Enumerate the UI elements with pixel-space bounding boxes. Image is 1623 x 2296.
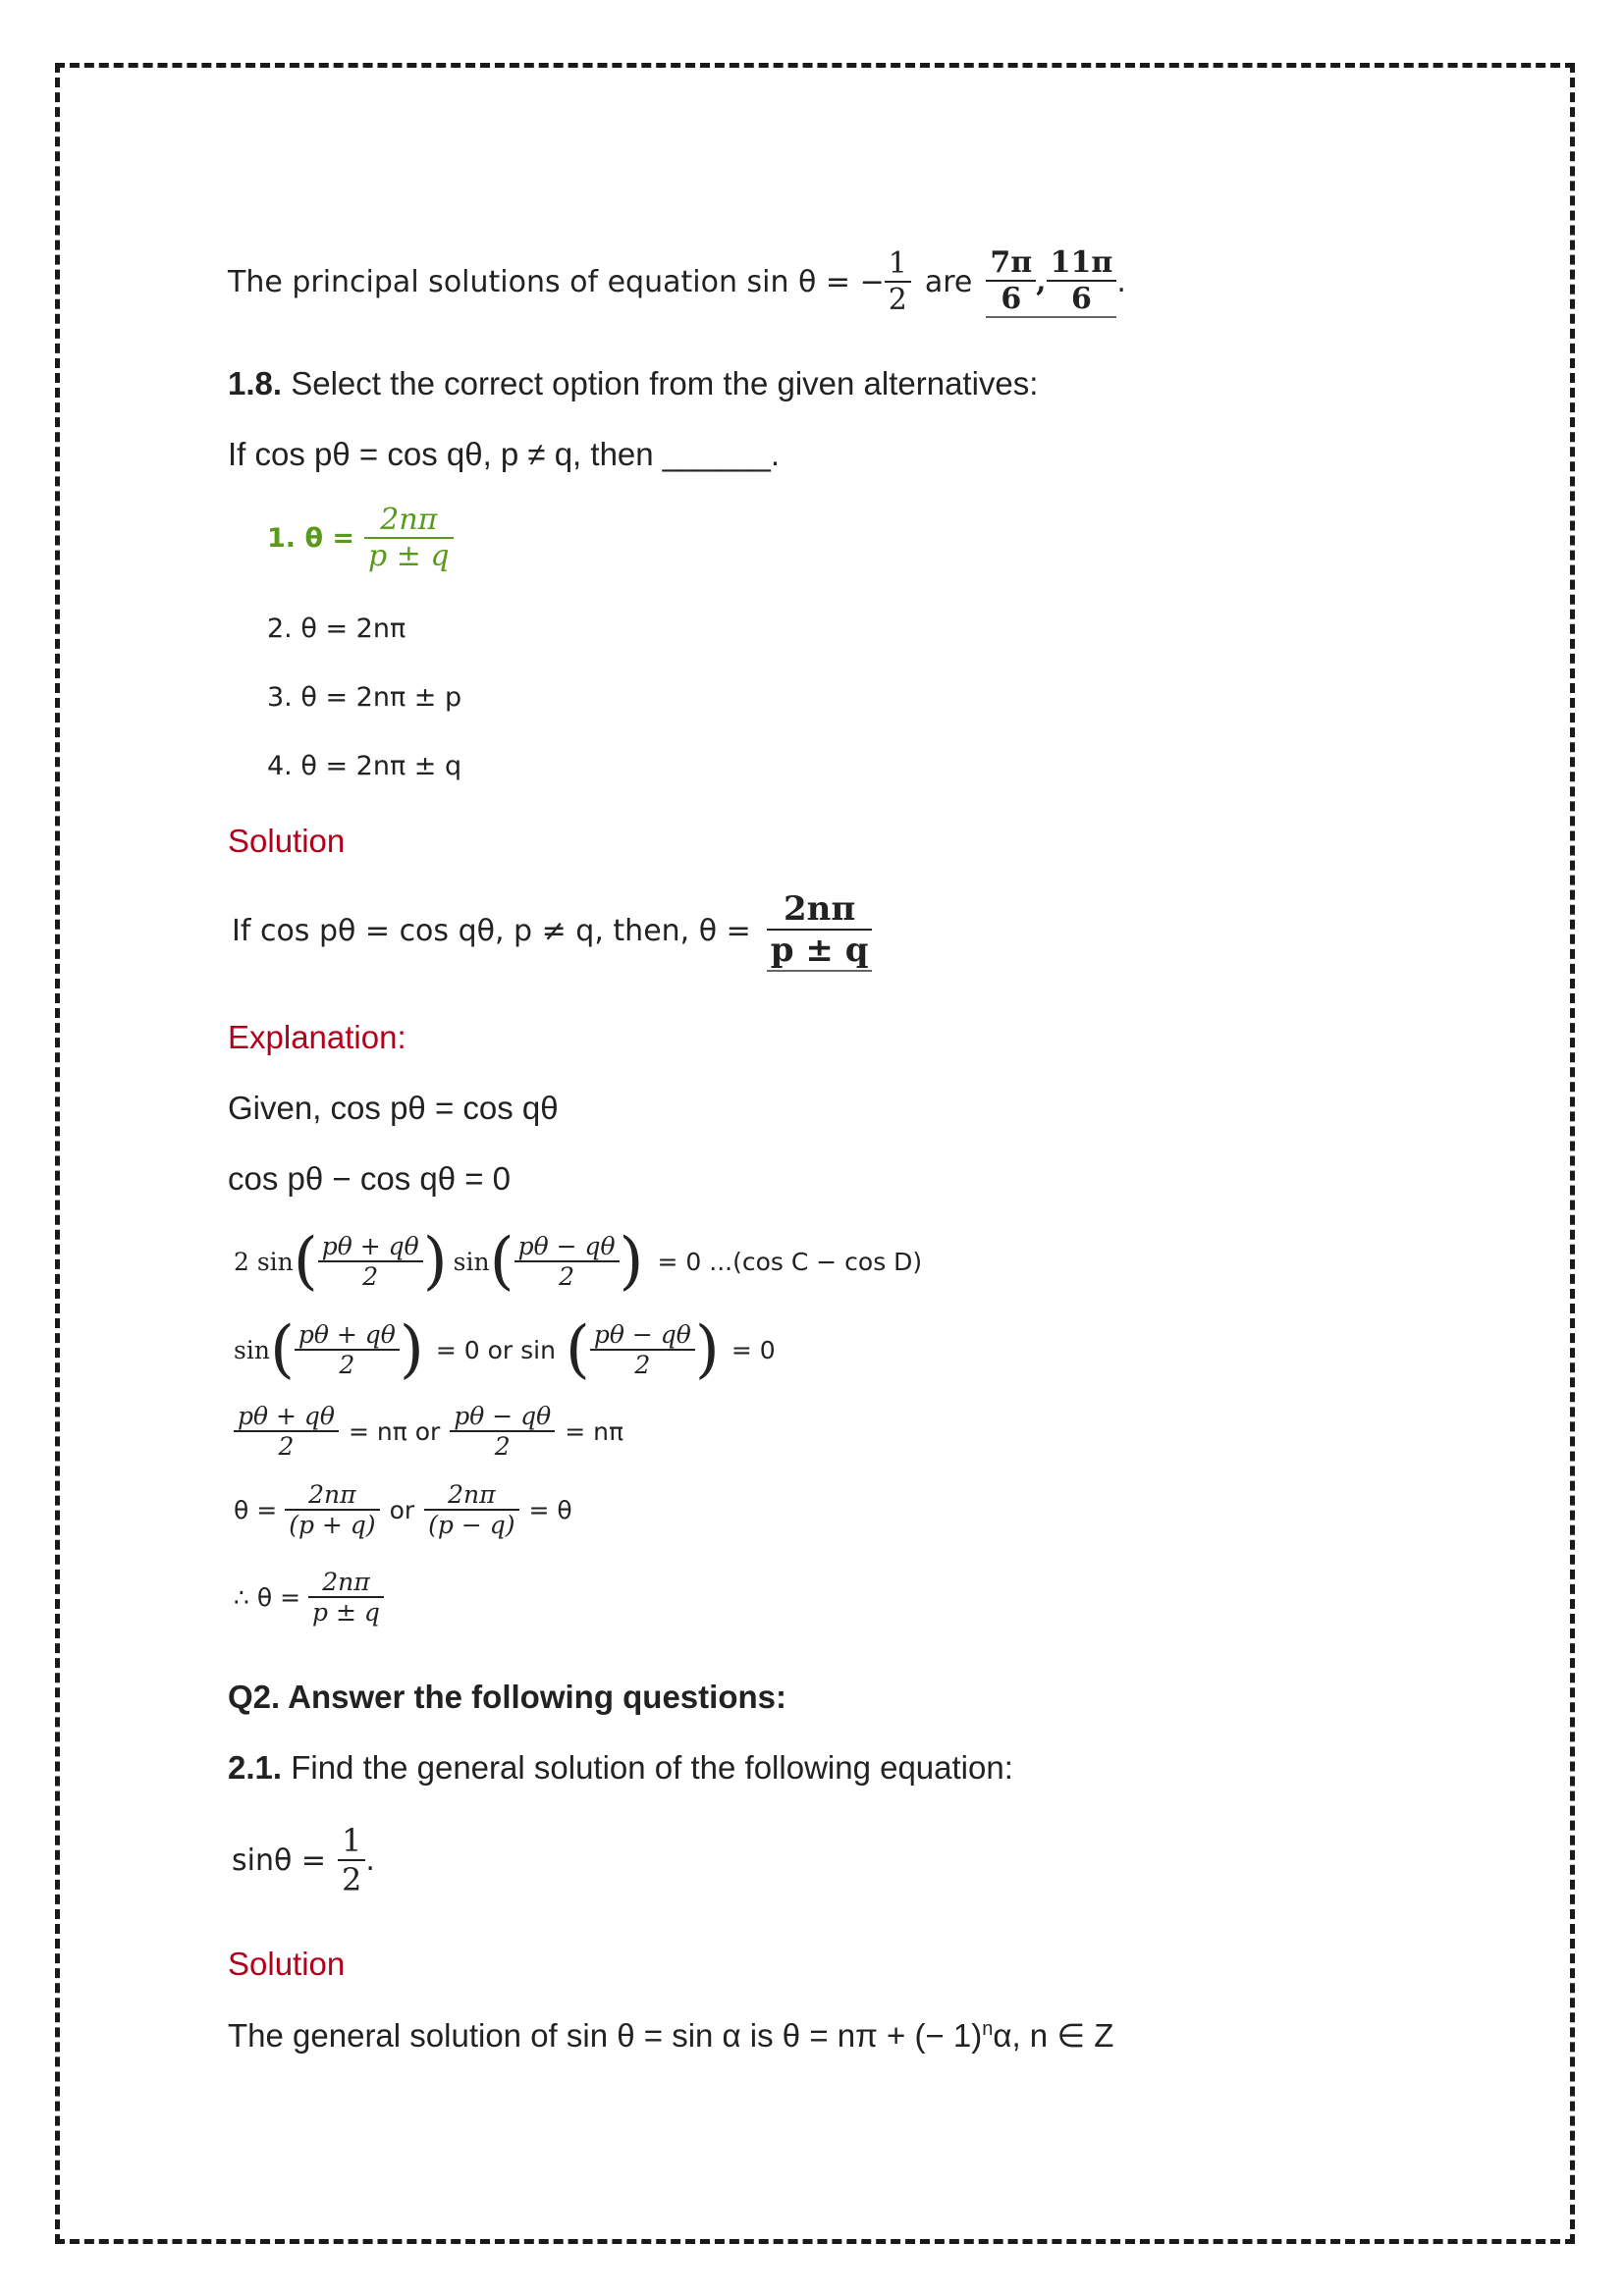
fraction-denominator: p ± q	[312, 1598, 380, 1627]
fraction-denominator: 6	[1071, 282, 1092, 316]
principal-prefix: The principal solutions of equation sin θ = −	[228, 264, 885, 299]
fraction-numerator: 2nπ	[308, 1568, 384, 1598]
fraction-denominator: 2	[888, 283, 907, 317]
step-4	[234, 1402, 623, 1461]
solution-text: If cos pθ = cos qθ, p ≠ q, then, θ =	[232, 913, 751, 948]
fraction-numerator: 7π	[986, 245, 1036, 282]
answer-fraction-2	[1047, 245, 1117, 316]
fraction-numerator: 11π	[1047, 245, 1117, 282]
step-fraction	[424, 1480, 518, 1539]
step-fraction	[295, 1320, 400, 1379]
step-text: sin	[453, 1247, 490, 1276]
right-paren: )	[422, 1225, 448, 1298]
general-solution-text: The general solution of sin θ = sin α is θ = nπ + (− 1)	[228, 2017, 983, 2054]
step-fraction	[450, 1402, 555, 1461]
option-2: 2. θ = 2nπ	[267, 614, 406, 644]
period: .	[365, 1842, 375, 1878]
step-2	[234, 1225, 922, 1298]
option-3: 3. θ = 2nπ ± p	[267, 682, 462, 713]
fraction-numerator: 1	[338, 1822, 365, 1861]
period: .	[1116, 264, 1126, 299]
left-paren: (	[565, 1313, 590, 1386]
fraction-denominator: 2	[634, 1351, 651, 1379]
right-paren: )	[694, 1313, 720, 1386]
fraction-numerator: pθ − qθ	[590, 1320, 695, 1351]
step-text: = 0 ...(cos C − cos D)	[657, 1247, 923, 1276]
question-number: 2.1.	[228, 1749, 283, 1786]
explanation-heading: Explanation:	[228, 1019, 406, 1055]
fraction-numerator: pθ − qθ	[514, 1232, 620, 1262]
right-paren: )	[399, 1313, 424, 1386]
superscript-n: n	[982, 2018, 994, 2040]
option-4: 4. θ = 2nπ ± q	[267, 751, 462, 781]
fraction-denominator: 2	[559, 1262, 574, 1291]
answer-fraction-1	[986, 245, 1036, 316]
question-1-8	[228, 365, 1038, 402]
step-fraction	[590, 1320, 695, 1379]
fraction-numerator: pθ − qθ	[450, 1402, 555, 1432]
fraction-denominator: p ± q	[368, 539, 450, 573]
solution-heading: Solution	[228, 823, 346, 859]
step-1: cos pθ − cos qθ = 0	[228, 1160, 512, 1197]
fraction-denominator: 2	[494, 1432, 511, 1461]
question-text: If cos pθ = cos qθ, p ≠ q, then ______.	[228, 436, 781, 472]
step-text: = nπ	[565, 1416, 624, 1446]
principal-are: are	[924, 264, 973, 299]
equation-fraction	[338, 1822, 365, 1898]
q2-heading: Q2. Answer the following questions:	[228, 1679, 786, 1715]
step-text: ∴ θ =	[234, 1582, 301, 1612]
option-label: 1. θ =	[267, 522, 355, 554]
fraction-numerator: 2nπ	[767, 889, 873, 931]
option-fraction	[364, 503, 454, 573]
fraction-numerator: 2nπ	[364, 503, 454, 539]
fraction-denominator: 2	[339, 1351, 355, 1379]
step-text: 2 sin	[234, 1247, 294, 1276]
fraction-numerator: 2nπ	[285, 1480, 379, 1511]
step-text: = 0 or sin	[435, 1335, 556, 1364]
step-6	[234, 1568, 384, 1627]
principal-answer	[986, 245, 1116, 318]
fraction-denominator: 6	[1001, 282, 1022, 316]
step-text: or	[389, 1495, 415, 1524]
fraction-denominator: (p + q)	[289, 1511, 376, 1539]
comma: ,	[1036, 263, 1047, 298]
step-text: = nπ or	[348, 1416, 441, 1446]
fraction-denominator: p ± q	[770, 931, 869, 970]
right-paren: )	[619, 1225, 644, 1298]
step-3	[234, 1313, 776, 1386]
step-fraction	[514, 1232, 620, 1291]
step-fraction	[285, 1480, 379, 1539]
step-text: sin	[234, 1335, 270, 1364]
fraction-denominator: 2	[362, 1262, 379, 1291]
option-1-correct	[267, 503, 454, 573]
step-text: θ =	[234, 1495, 278, 1524]
given-line: Given, cos pθ = cos qθ	[228, 1090, 559, 1126]
step-fraction	[308, 1568, 384, 1627]
fraction-numerator: 1	[885, 246, 911, 283]
fraction-numerator: pθ + qθ	[295, 1320, 400, 1351]
step-5	[234, 1480, 572, 1539]
fraction-numerator: 2nπ	[424, 1480, 518, 1511]
question-2-1	[228, 1749, 1013, 1787]
left-paren: (	[489, 1225, 514, 1298]
q2-solution-heading: Solution	[228, 1946, 346, 1982]
equation-prefix: sinθ =	[232, 1842, 327, 1878]
general-solution-end: α, n ∈ Z	[993, 2017, 1114, 2054]
solution-fraction	[767, 889, 873, 970]
principal-solution-line	[228, 245, 1126, 318]
q2-equation	[232, 1822, 375, 1898]
solution-line	[232, 889, 872, 972]
step-fraction	[318, 1232, 423, 1291]
general-solution-line	[228, 2016, 1113, 2055]
question-instruction: Find the general solution of the following equation:	[291, 1749, 1013, 1786]
fraction-numerator: pθ + qθ	[318, 1232, 423, 1262]
principal-eq-fraction	[885, 246, 911, 317]
step-text: = 0	[730, 1335, 776, 1364]
fraction-numerator: pθ + qθ	[234, 1402, 339, 1432]
step-fraction	[234, 1402, 339, 1461]
fraction-denominator: (p − q)	[428, 1511, 515, 1539]
step-text: = θ	[528, 1495, 572, 1524]
question-instruction: Select the correct option from the given alternatives:	[291, 365, 1039, 401]
question-number: 1.8.	[228, 365, 283, 401]
fraction-denominator: 2	[342, 1861, 362, 1898]
solution-answer	[767, 889, 873, 972]
left-paren: (	[269, 1313, 295, 1386]
left-paren: (	[293, 1225, 318, 1298]
fraction-denominator: 2	[278, 1432, 295, 1461]
